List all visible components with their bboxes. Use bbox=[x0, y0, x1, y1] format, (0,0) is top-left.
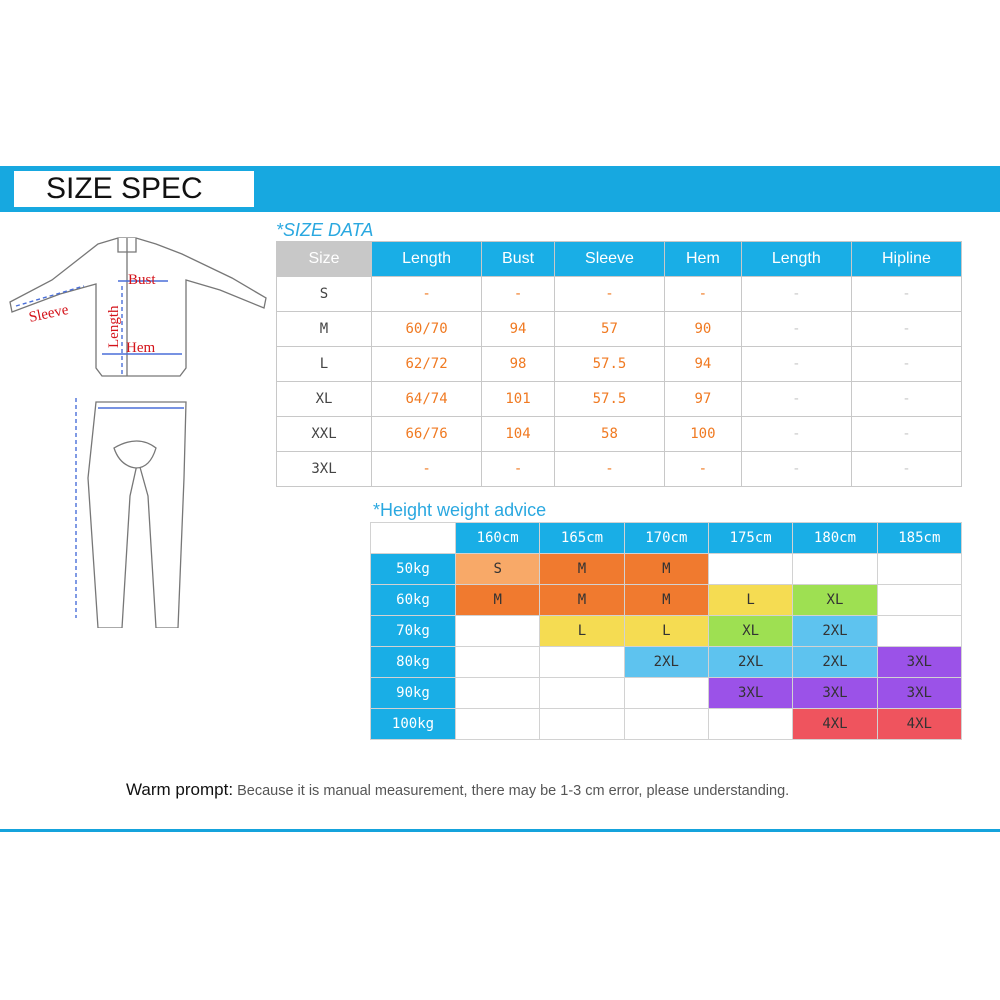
weight-label: 80kg bbox=[371, 647, 456, 678]
weight-row bbox=[371, 585, 962, 616]
weight-row bbox=[371, 709, 962, 740]
weight-label: 90kg bbox=[371, 678, 456, 709]
size-value: 100 bbox=[665, 417, 742, 452]
size-value: 94 bbox=[665, 347, 742, 382]
hem-label: Hem bbox=[126, 340, 156, 356]
size-value: 94 bbox=[482, 312, 555, 347]
warm-prompt-lead: Warm prompt: bbox=[126, 780, 234, 799]
size-label: XL bbox=[277, 382, 372, 417]
garment-illustration bbox=[6, 228, 274, 628]
size-value: 62/72 bbox=[372, 347, 482, 382]
size-advice-cell bbox=[624, 678, 708, 709]
size-advice-cell bbox=[456, 616, 540, 647]
size-advice-cell: M bbox=[456, 585, 540, 616]
size-value: - bbox=[741, 417, 851, 452]
advice-header-row bbox=[371, 523, 962, 554]
size-value: 101 bbox=[482, 382, 555, 417]
banner-title: SIZE SPEC bbox=[14, 171, 254, 207]
size-row bbox=[277, 452, 962, 487]
size-value: - bbox=[665, 452, 742, 487]
size-header-hipline: Hipline bbox=[851, 242, 961, 277]
size-advice-cell: 2XL bbox=[793, 647, 877, 678]
size-row bbox=[277, 277, 962, 312]
size-advice-cell: 2XL bbox=[793, 616, 877, 647]
size-value: - bbox=[851, 417, 961, 452]
size-value: - bbox=[482, 452, 555, 487]
weight-row bbox=[371, 678, 962, 709]
weight-label: 70kg bbox=[371, 616, 456, 647]
size-advice-cell bbox=[624, 709, 708, 740]
size-value: 64/74 bbox=[372, 382, 482, 417]
size-value: 58 bbox=[554, 417, 664, 452]
size-advice-cell: M bbox=[624, 554, 708, 585]
size-header-row bbox=[277, 242, 962, 277]
size-header-sleeve: Sleeve bbox=[554, 242, 664, 277]
bust-label: Bust bbox=[128, 272, 156, 288]
size-value: - bbox=[851, 277, 961, 312]
height-header: 185cm bbox=[877, 523, 961, 554]
size-value: 104 bbox=[482, 417, 555, 452]
size-row bbox=[277, 382, 962, 417]
size-advice-cell bbox=[877, 585, 961, 616]
size-advice-cell: 2XL bbox=[624, 647, 708, 678]
size-row bbox=[277, 312, 962, 347]
size-header-length: Length bbox=[372, 242, 482, 277]
size-value: 57.5 bbox=[554, 382, 664, 417]
size-advice-cell: 3XL bbox=[708, 678, 792, 709]
size-advice-cell: XL bbox=[793, 585, 877, 616]
size-value: - bbox=[554, 277, 664, 312]
size-advice-cell bbox=[540, 709, 624, 740]
size-value: 66/76 bbox=[372, 417, 482, 452]
size-value: 57 bbox=[554, 312, 664, 347]
size-advice-cell bbox=[540, 678, 624, 709]
height-header: 180cm bbox=[793, 523, 877, 554]
size-value: - bbox=[741, 452, 851, 487]
size-value: - bbox=[372, 452, 482, 487]
sleeve-label: Sleeve bbox=[27, 301, 70, 326]
size-advice-cell: XL bbox=[708, 616, 792, 647]
size-value: - bbox=[741, 312, 851, 347]
size-advice-cell: 2XL bbox=[708, 647, 792, 678]
height-header: 165cm bbox=[540, 523, 624, 554]
size-value: - bbox=[741, 382, 851, 417]
size-value: 60/70 bbox=[372, 312, 482, 347]
size-value: - bbox=[372, 277, 482, 312]
size-label: 3XL bbox=[277, 452, 372, 487]
size-advice-cell bbox=[877, 616, 961, 647]
size-value: - bbox=[851, 312, 961, 347]
size-value: - bbox=[851, 452, 961, 487]
warm-prompt bbox=[126, 780, 986, 800]
height-header: 170cm bbox=[624, 523, 708, 554]
size-value: - bbox=[554, 452, 664, 487]
size-value: 90 bbox=[665, 312, 742, 347]
size-value: - bbox=[741, 277, 851, 312]
size-row bbox=[277, 347, 962, 382]
size-advice-cell bbox=[708, 554, 792, 585]
weight-label: 60kg bbox=[371, 585, 456, 616]
weight-row bbox=[371, 554, 962, 585]
size-advice-cell: L bbox=[540, 616, 624, 647]
size-value: 98 bbox=[482, 347, 555, 382]
size-label: M bbox=[277, 312, 372, 347]
size-label: S bbox=[277, 277, 372, 312]
size-advice-cell: 4XL bbox=[793, 709, 877, 740]
pants-drawing bbox=[88, 402, 186, 628]
size-advice-cell: 3XL bbox=[877, 678, 961, 709]
advice-title: *Height weight advice bbox=[373, 500, 547, 520]
size-value: - bbox=[851, 347, 961, 382]
size-header-hem: Hem bbox=[665, 242, 742, 277]
size-advice-cell: L bbox=[708, 585, 792, 616]
size-value: - bbox=[851, 382, 961, 417]
size-label: XXL bbox=[277, 417, 372, 452]
size-value: - bbox=[482, 277, 555, 312]
size-advice-cell: 4XL bbox=[877, 709, 961, 740]
size-advice-cell: S bbox=[456, 554, 540, 585]
size-advice-cell bbox=[456, 709, 540, 740]
size-value: 57.5 bbox=[554, 347, 664, 382]
size-data-table bbox=[276, 241, 962, 487]
size-advice-cell bbox=[793, 554, 877, 585]
size-advice-cell bbox=[708, 709, 792, 740]
size-value: - bbox=[741, 347, 851, 382]
height-header: 160cm bbox=[456, 523, 540, 554]
advice-corner bbox=[371, 523, 456, 554]
size-advice-cell: M bbox=[540, 554, 624, 585]
size-advice-cell bbox=[456, 647, 540, 678]
size-header-size: Size bbox=[277, 242, 372, 277]
warm-prompt-text: Because it is manual measurement, there may be 1-3 cm error, please understanding. bbox=[237, 783, 790, 799]
size-header-bust: Bust bbox=[482, 242, 555, 277]
size-advice-cell bbox=[877, 554, 961, 585]
length-label: Length bbox=[106, 305, 122, 348]
weight-row bbox=[371, 647, 962, 678]
size-advice-cell bbox=[456, 678, 540, 709]
size-advice-cell: 3XL bbox=[793, 678, 877, 709]
size-advice-cell: L bbox=[624, 616, 708, 647]
weight-row bbox=[371, 616, 962, 647]
size-value: - bbox=[665, 277, 742, 312]
size-advice-cell: 3XL bbox=[877, 647, 961, 678]
advice-table bbox=[370, 522, 962, 740]
banner bbox=[0, 166, 1000, 212]
size-header-length: Length bbox=[741, 242, 851, 277]
size-advice-cell: M bbox=[540, 585, 624, 616]
size-advice-cell bbox=[540, 647, 624, 678]
size-advice-cell: M bbox=[624, 585, 708, 616]
size-label: L bbox=[277, 347, 372, 382]
height-header: 175cm bbox=[708, 523, 792, 554]
size-data-title: *SIZE DATA bbox=[276, 220, 374, 240]
size-value: 97 bbox=[665, 382, 742, 417]
size-row bbox=[277, 417, 962, 452]
weight-label: 50kg bbox=[371, 554, 456, 585]
weight-label: 100kg bbox=[371, 709, 456, 740]
